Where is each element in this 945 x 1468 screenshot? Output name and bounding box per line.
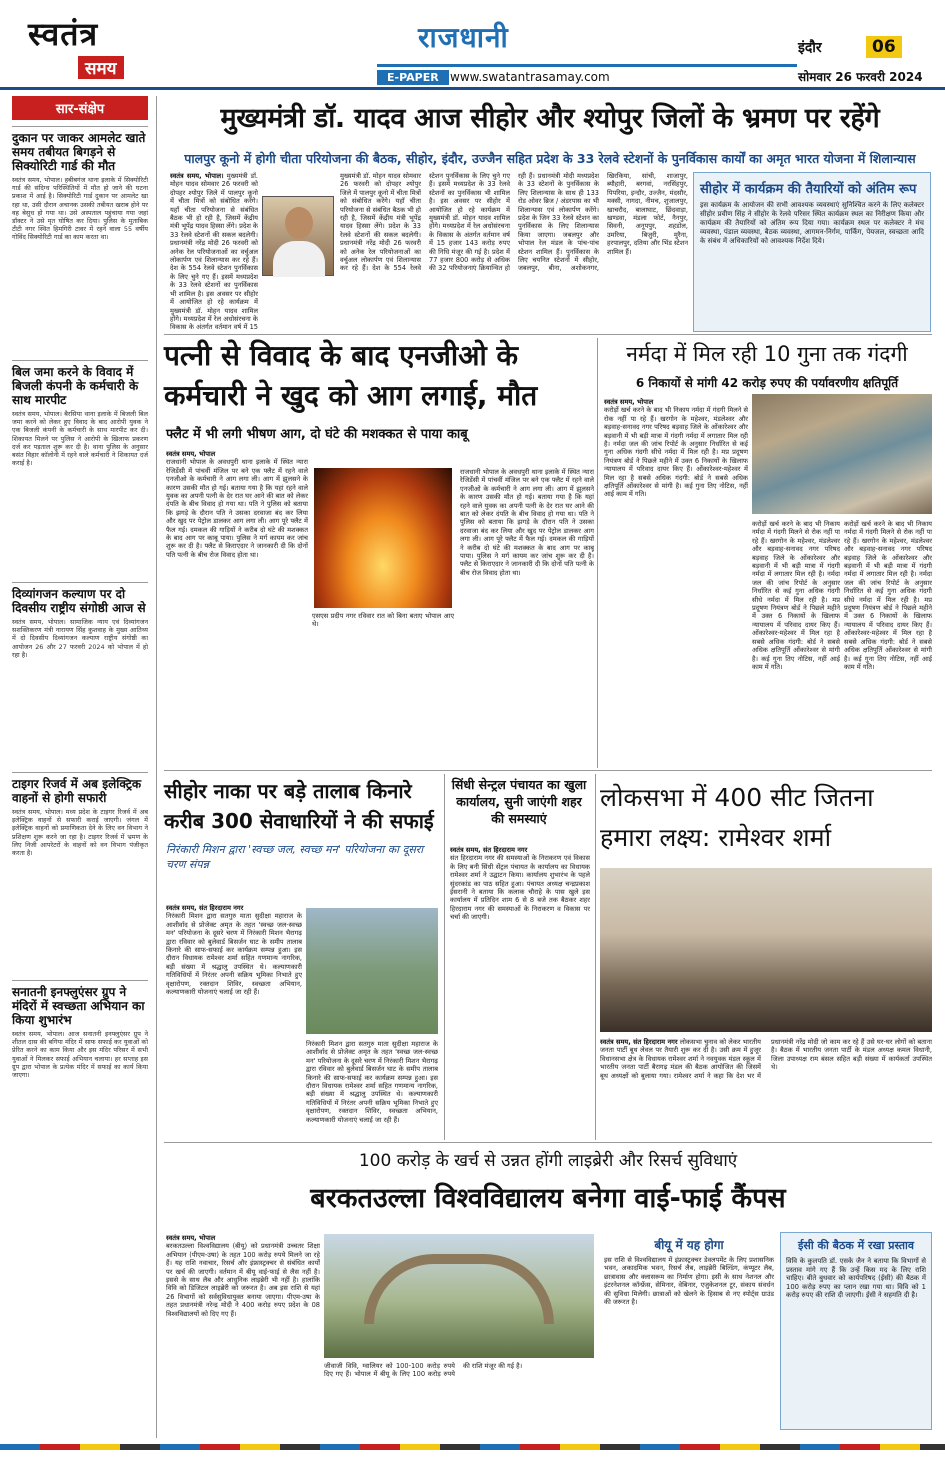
bu-body bbox=[166, 1234, 320, 1432]
brief-item bbox=[12, 126, 148, 354]
story2-body-col1 bbox=[166, 450, 308, 768]
brief-body: स्वतंत्र समय, भोपाल। आज सनातनी इनफ्लुएंसर ग्रुप ने शीतल दास की बगिया मंदिर में साफ सफाई कर युवाओं को प्रेरित करने का काम किया और इस मंदिर परिसर में सभी युवाओं ने मिलकर सफाई अभियान चलाया। हर सप्ताह इस ग्रुप द्वारा भोपाल के प्रत्येक मंदिर में सफाई का कार्य किया जाएगा। bbox=[12, 1030, 148, 1080]
column-rule bbox=[444, 774, 445, 1140]
portrait-body bbox=[273, 241, 325, 277]
fire-photo bbox=[314, 468, 452, 608]
edition-date: सोमवार 26 फरवरी 2024 bbox=[798, 70, 923, 84]
section-rule bbox=[164, 770, 932, 771]
brief-item bbox=[12, 360, 148, 576]
sehore-naka-body-col1 bbox=[166, 904, 302, 1140]
brief-item bbox=[12, 772, 148, 974]
gate-arch-shape bbox=[364, 1254, 554, 1324]
loksabha-body-text: लोकसभा चुनाव को लेकर भारतीय जनता पार्टी बूथ लेवल पर तैयारी शुरू कर दी है। उसी क्रम में हुजूर विधानसभा क्षेत्र के विधायक रामेश्वर शर्मा ने नवयुवक मंडल स्कूल में भारतीय जनता पार्टी बैरागढ़ मंडल की बैठक आयोजित की जिसमें बूथ अध्यक्षों को बुलाया गया। रामेश्वर शर्मा ने कहा कि देश भर में प्रधानमंत्री नरेंद्र मोदी जो काम कर रहे हैं उसे घर-घर लोगों को बताना है। बैठक में भारतीय जनता पार्टी के मंडल अध्यक्ष कमल विधानी, जिला उपाध्यक्ष राम बंसल सहित बड़ी संख्या में कार्यकर्ता उपस्थित थे। bbox=[600, 1038, 932, 1080]
sidebar-header: सार-संक्षेप bbox=[12, 96, 148, 120]
narmada-body-col3: करोड़ों खर्च करने के बाद भी निकाय नर्मदा में गंदगी मिलने से रोक नहीं पा रहे हैं। खरगोन के महेश्वर, मंडलेश्वर और बड़वाह-सनावद नगर परिषद बड़वाह जिले के ओंकारेश्वर और बड़वानी में भी बड़ी मात्रा में गंदगी नर्मदा में लगातार मिल रही है। नर्मदा जल की जांच रिपोर्ट के अनुसार निर्धारित से कई गुना अधिक गंदगी सीधे नर्मदा में मिल रही है। मप्र प्रदूषण नियंत्रण बोर्ड ने पिछले महीने में उक्त 6 निकायों के खिलाफ न्यायालय में परिवाद दायर किए हैं। ओंकारेश्वर-महेश्वर में मिल रहा है सबसे अधिक गंदगी: बोर्ड ने सबसे अधिक क्षतिपूर्ति ओंकारेश्वर से मांगी है। कई गुना तिए नोटिस, नहीं आई काम में गति। bbox=[844, 520, 932, 671]
sindhi-body-text: संत हिरदाराम नगर की समस्याओं के निराकरण एवं विकास के लिए बनी सिंधी सेंट्रल पंचायत के कार्यालय का विधायक रामेश्वर शर्मा ने उद्घाटन किया। कार्यालय शुभारंभ के पहले सुंदरकांड का पाठ सहित हुआ। पंचायत अध्यक्ष चन्द्रप्रकाश ईसरानी ने बताया कि कलाक चौराहे के पास खुले इस कार्यालय में प्रतिदिन शाम 6 से 8 बजे तक बैठकर शहर हिरदाराम नगर की समस्याओं के निराकरण व विकास पर चर्चा की जाएगी। bbox=[450, 854, 590, 922]
narmada-body-col2: करोड़ों खर्च करने के बाद भी निकाय नर्मदा में गंदगी मिलने से रोक नहीं पा रहे हैं। खरगोन के महेश्वर, मंडलेश्वर और बड़वाह-सनावद नगर परिषद बड़वाह जिले के ओंकारेश्वर और बड़वानी में भी बड़ी मात्रा में गंदगी नर्मदा में लगातार मिल रही है। नर्मदा जल की जांच रिपोर्ट के अनुसार निर्धारित से कई गुना अधिक गंदगी सीधे नर्मदा में मिल रही है। मप्र प्रदूषण नियंत्रण बोर्ड ने पिछले महीने में उक्त 6 निकायों के खिलाफ न्यायालय में परिवाद दायर किए हैं। ओंकारेश्वर-महेश्वर में मिल रहा है सबसे अधिक गंदगी: बोर्ड ने सबसे अधिक क्षतिपूर्ति ओंकारेश्वर से मांगी है। कई गुना तिए नोटिस, नहीं आई काम में गति। bbox=[752, 520, 840, 671]
university-gate-photo bbox=[324, 1234, 594, 1358]
loksabha-byline: स्वतंत्र समय, संत हिरदाराम नगर bbox=[600, 1038, 678, 1046]
brief-body: स्वतंत्र समय, भोपाल। हबीबगंज थाना इलाके में सिक्योरिटी गार्ड की संदिग्ध परिस्थितियों में मौत हो जाने की घटना प्रकाश में आई है। सिक्योरिटी गार्ड दुकान पर आमलेट खा रहा था, उसी दौरान अचानक उसकी तबीयत खराब होने पर वह बेसुध हो गया था। उसे अस्पताल पहुंचाया गया जहां डॉक्टर ने उसे मृत घोषित कर दिया। पुलिस के मुताबिक टीटी नगर स्थित हिमगिरी टावर में रहने वाला 55 वर्षीय गोविंद सिक्योरिटी गार्ड का काम करता था। bbox=[12, 176, 148, 242]
bu-byline: स्वतंत्र समय, भोपाल bbox=[166, 1234, 216, 1242]
section-rule bbox=[164, 1142, 932, 1143]
edition-city: इंदौर bbox=[798, 40, 822, 56]
sehore-prep-box bbox=[693, 172, 931, 332]
portrait-head bbox=[285, 207, 313, 239]
brief-title: दुकान पर जाकर आमलेट खाते समय तबीयत बिगड़ने से सिक्योरिटी गार्ड की मौत bbox=[12, 126, 148, 173]
column-rule bbox=[156, 96, 157, 1438]
story2-headline: पत्नी से विवाद के बाद एनजीओ के कर्मचारी ने खुद को आग लगाई, मौत bbox=[164, 339, 538, 412]
sehore-prep-body: इस कार्यक्रम के आयोजन की सभी आवश्यक व्यवस्थाएं सुनिश्चित करने के लिए कलेक्टर सीहोर प्रवीण सिंह ने सीहोर के रेलवे परिसर स्थित कार्यक्रम स्थल का निरीक्षण किया और कार्यक्रम की तैयारियों को अंतिम रूप दिया गया। कार्यक्रम स्थल पर कलेक्टर ने मंच व्यवस्था, पंडाल व्यवस्था, बैठक व्यवस्था, आगमन-निर्गम, पार्किंग, पेयजल, स्वच्छता आदि के संबंध में अधिकारियों को आवश्यक निर्देश दिये। bbox=[700, 201, 924, 245]
brief-title: सनातनी इनफ्लुएंसर ग्रुप ने मंदिरों में स्वच्छता अभियान का किया शुभारंभ bbox=[12, 980, 148, 1027]
brief-body: स्वतंत्र समय, भोपाल। सामाजिक न्याय एवं दिव्यांगजन सशक्तिकरण मंत्री नारायण सिंह कुशवाह के मुख्य आतिथ्य में दो दिवसीय दिव्यांगजन कल्याण राष्ट्रीय संगोष्ठी का आयोजन 26 और 27 फरवरी 2024 को भोपाल में हो रहा है। bbox=[12, 618, 148, 659]
bu-ec-title: ईसी की बैठक में रखा प्रस्ताव bbox=[798, 1239, 914, 1252]
narmada-body-col1 bbox=[604, 398, 748, 764]
bu-here-title: बीयू में यह होगा bbox=[654, 1238, 724, 1252]
epaper-label: E-PAPER bbox=[377, 70, 449, 85]
column-rule bbox=[595, 774, 596, 1140]
story2-subhead: फ्लैट में भी लगी भीषण आग, दो घंटे की मशक्कत से पाया काबू bbox=[166, 427, 468, 442]
bu-ec-box bbox=[780, 1232, 932, 1430]
brief-title: टाइगर रिजर्व में अब इलेक्ट्रिक वाहनों से होगी सफारी bbox=[12, 772, 148, 805]
story2-body: राजधानी भोपाल के अवधपुरी थाना इलाके में स्थित न्यारा रेजिडेंसी में पांचवीं मंजिल पर बने एक फ्लैट में रहने वाले एनजीओ के कर्मचारी ने आग लगा ली। आग में झुलसने के कारण उसकी मौत हो गई। बताया गया है कि यहां रहने वाले युवक का अपनी पत्नी के देर रात घर आने की बात को लेकर दंपति के बीच विवाद हो गया था। पति ने पुलिस को बताया कि झगड़े के दौरान पति ने उसका दरवाजा बंद कर लिया और खुद पर पेट्रोल डालकर आग लगा ली। आग पूरे फ्लैट में फैल गई। दमकल की गाड़ियों ने करीब दो घंटे की मशक्कत के बाद आग पर काबू पाया। पुलिस ने मर्ग कायम कर जांच शुरू कर दी है। फ्लैट से किराएदार ने जानकारी दी कि दोनों पति पत्नी के बीच रोज विवाद होता था। bbox=[166, 458, 308, 559]
brief-title: बिल जमा करने के विवाद में बिजली कंपनी के कर्मचारी के साथ मारपीट bbox=[12, 360, 148, 407]
brief-body: स्वतंत्र समय, भोपाल। बैरसिया थाना इलाके में बिजली बिल जमा करने को लेकर हुए विवाद के बाद आरोपी युवक ने एक बिजली कंपनी के कर्मचारी के साथ मारपीट कर दी। शिकायत मिलने पर पुलिस ने आरोपी के खिलाफ प्रकरण दर्ज कर पड़ताल शुरू कर दी है। थाना पुलिस के अनुसार बसंत विहार कॉलोनी में रहने वाले कर्मचारी ने शिकायत दर्ज कराई है। bbox=[12, 410, 148, 468]
section-rule bbox=[164, 334, 932, 335]
brief-body: स्वतंत्र समय, भोपाल। मध्य प्रदेश के टाइगर रिजर्व में अब इलेक्ट्रिक वाहनों से सफारी कराई जाएगी। जंगल में इलेक्ट्रिक वाहनों को प्रमाणिकता देने के लिए वन विभाग ने प्रशिक्षण शुरू करने जा रहा है। टाइगर रिजर्व में भ्रमण के लिए निजी आपरेटरों के वाहनों को वन विभाग पंजीकृत करता है। bbox=[12, 808, 148, 858]
bu-ec-body: विवि के कुलपति डॉ. एसके जैन ने बताया कि विभागों से प्रस्ताव मांगे गए हैं कि उन्हें किस मद के लिए राशि चाहिए। बीते बुधवार को कार्यपरिषद (ईसी) की बैठक में 100 करोड़ रुपए का प्लान रखा गया था। विवि को 1 करोड़ रुपए की राशि दी जाएगी। ईसी ने सहमति दी है। bbox=[786, 1257, 926, 1300]
sehore-naka-byline: स्वतंत्र समय, संत हिरदाराम नगर bbox=[166, 904, 244, 912]
lead-body: मुख्यमंत्री डॉ. मोहन यादव सोमवार 26 फरवरी को दोपहर श्योपुर जिले में पालपुर कूनो में चीता मित्रों को संबोधित करेंगे। यहाँ चीता परियोजना से संबंधित बैठक भी हो रही है, जिसमें केंद्रीय मंत्री भूपेंद्र यादव हिस्सा लेंगे। प्रदेश के 33 रेलवे स्टेशनों की सकल बदलेगी। प्रधानमंत्री नरेंद्र मोदी 26 फरवरी को अनेक रेल परियोजनाओं का वर्चुअल लोकार्पण एवं शिलान्यास कर रहे हैं। देश के 554 रेलवे स्टेशन पुनर्विकास के लिए चुने गए हैं। इसमें मध्यप्रदेश के 33 रेलवे स्टेशनों का पुनर्विकास भी शामिल है। इस अवसर पर सीहोर में आयोजित हो रहे कार्यक्रम में मुख्यमंत्री डॉ. मोहन यादव शामिल होंगे। मध्यप्रदेश में रेल अधोसंरचना के विकास के अंतर्गत वर्तमान वर्ष में 15 bbox=[170, 172, 258, 332]
sehore-naka-headline: सीहोर नाका पर बड़े तालाब किनारे करीब 300 सेवाधारियों ने की सफाई bbox=[164, 779, 434, 833]
narmada-river-photo bbox=[752, 394, 932, 514]
bu-photo-caption: जीवाजी विवि, ग्वालियर को 100-100 करोड़ रुपये दिए गए हैं। भोपाल में बीयू के लिए 100 करोड़ रुपये की राशि मंजूर की गई है। bbox=[324, 1362, 523, 1379]
footer-color-bar bbox=[0, 1444, 945, 1450]
bu-here-body: इस राशि से विश्वविद्यालय में इंफ्रास्ट्रक्चर डेवलपमेंट के लिए प्रशासनिक भवन, अकादमिक भवन, रिसर्च लैब, लाइब्रेरी बिल्डिंग, कंप्यूटर लैब, छात्रावास और क्लासरूम का निर्माण होगा। इसी के साथ नेशनल और इंटरनेशनल कॉन्फ्रेंस, सेमिनार, वेबिनार, एजुकेशनल टूर, संकाय संवर्धन की सुविधा मिलेगी। छात्राओं को खेलने के हिसाब से नए स्पोर्ट्स ग्राउंड की जरूरत है। bbox=[604, 1256, 774, 1307]
site-url[interactable]: www.swatantrasamay.com bbox=[450, 70, 610, 84]
narmada-headline: नर्मदा में मिल रही 10 गुना तक गंदगी bbox=[626, 342, 908, 366]
story2-byline: स्वतंत्र समय, भोपाल bbox=[166, 450, 216, 458]
story2-photo-caption: एसएस प्रदीप नगर रविवार रात को बिना बताए भोपाल आए थे। bbox=[312, 612, 454, 629]
party-meeting-photo bbox=[600, 868, 932, 1032]
bu-body-text: बरकतउल्ला विश्वविद्यालय (बीयू) को प्रधानमंत्री उच्चतर शिक्षा अभियान (पीएम-उषा) के तहत 100 करोड़ रुपये मिलने जा रहे हैं। यह राशि नवाचार, रिसर्च और इंफ्रास्ट्रक्चर से संबंधित कार्यों पर खर्च की जाएगी। वर्तमान में बीयू वाई-फाई से लैस नहीं है। इससे के साथ लैब और आधुनिक लाइब्रेरी भी नहीं है। हालांकि विवि को डिजिटल लाइब्रेरी को जरूरत है। अब इस राशि से यहां 26 विभागों को सर्वसुविधायुक्त बनाया जाएगा। पीएम-उषा के तहत प्रधानमंत्री नरेन्द्र मोदी ने 400 करोड़ रुपए प्रदेश के 08 विश्वविद्यालयों को दिए गए हैं। bbox=[166, 1242, 320, 1318]
sindhi-headline: सिंधी सेन्ट्रल पंचायत का खुला कार्यालय, सुनी जाएंगी शहर की समस्याएं bbox=[451, 777, 587, 826]
lead-byline: स्वतंत्र समय, भोपाल। bbox=[170, 172, 224, 180]
loksabha-body bbox=[600, 1038, 932, 1138]
sindhi-byline: स्वतंत्र समय, संत हिरदाराम नगर bbox=[450, 846, 528, 854]
sehore-naka-body: निरंकारी मिशन द्वारा सतगुरु माता सुदीक्षा महाराज के आशीर्वाद से प्रोजेक्ट अमृत के तहत 'स्वच्छ जल-स्वच्छ मन' परियोजना के दूसरे चरण में निरंकारी मिशन भैरागढ़ द्वारा रविवार को बुलेवार्ड बिसर्जन घाट के समीप तालाब किनारे की साफ-सफाई कर कार्यक्रम सम्पन्न हुआ। इस दौरान विधायक रामेश्वर शर्मा सहित गणमान्य नागरिक, बड़ी संख्या में श्रद्धालु उपस्थित थे। कल्याणकारी गतिविधियों में निरंतर अपनी सक्रिय भूमिका निभाते हुए वृक्षारोपण, रक्तदान शिविर, स्वच्छता अभियान, कल्याणकारी योजनाएं चलाई जा रही हैं। bbox=[166, 912, 302, 997]
sindhi-body bbox=[450, 846, 590, 1140]
brief-item bbox=[12, 582, 148, 766]
sehore-naka-body-col2: निरंकारी मिशन द्वारा सतगुरु माता सुदीक्षा महाराज के आशीर्वाद से प्रोजेक्ट अमृत के तहत 'स्वच्छ जल-स्वच्छ मन' परियोजना के दूसरे चरण में निरंकारी मिशन भैरागढ़ द्वारा रविवार को बुलेवार्ड बिसर्जन घाट के समीप तालाब किनारे की साफ-सफाई कर कार्यक्रम सम्पन्न हुआ। इस दौरान विधायक रामेश्वर शर्मा सहित गणमान्य नागरिक, बड़ी संख्या में श्रद्धालु उपस्थित थे। कल्याणकारी गतिविधियों में निरंतर अपनी सक्रिय भूमिका निभाते हुए वृक्षारोपण, रक्तदान शिविर, स्वच्छता अभियान, कल्याणकारी योजनाएं चलाई जा रही हैं। bbox=[306, 1040, 438, 1124]
page-number: 06 bbox=[866, 36, 902, 58]
logo-bottom: समय bbox=[78, 56, 124, 79]
lead-subhead: पालपुर कूनो में होगी चीता परियोजना की बैठक, सीहोर, इंदौर, उज्जैन सहित प्रदेश के 33 रेलवे स्टेशनों के पुनर्विकास कार्यों का अमृत भारत योजना में शिलान्यास bbox=[184, 151, 916, 166]
story2-body-col3: राजधानी भोपाल के अवधपुरी थाना इलाके में स्थित न्यारा रेजिडेंसी में पांचवीं मंजिल पर बने एक फ्लैट में रहने वाले एनजीओ के कर्मचारी ने आग लगा ली। आग में झुलसने के कारण उसकी मौत हो गई। बताया गया है कि यहां रहने वाले युवक का अपनी पत्नी के देर रात घर आने की बात को लेकर दंपति के बीच विवाद हो गया था। पति ने पुलिस को बताया कि झगड़े के दौरान पति ने उसका दरवाजा बंद कर लिया और खुद पर पेट्रोल डालकर आग लगा ली। आग पूरे फ्लैट में फैल गई। दमकल की गाड़ियों ने करीब दो घंटे की मशक्कत के बाद आग पर काबू पाया। पुलिस ने मर्ग कायम कर जांच शुरू कर दी है। फ्लैट से किराएदार ने जानकारी दी कि दोनों पति पत्नी के बीच रोज विवाद होता था। bbox=[460, 468, 594, 577]
masthead bbox=[0, 0, 945, 90]
sidebar-briefs bbox=[12, 96, 148, 1436]
masthead-rule bbox=[377, 64, 797, 67]
narmada-body: करोड़ों खर्च करने के बाद भी निकाय नर्मदा में गंदगी मिलने से रोक नहीं पा रहे हैं। खरगोन के महेश्वर, मंडलेश्वर और बड़वाह-सनावद नगर परिषद बड़वाह जिले के ओंकारेश्वर और बड़वानी में भी बड़ी मात्रा में गंदगी नर्मदा में लगातार मिल रही है। नर्मदा जल की जांच रिपोर्ट के अनुसार निर्धारित से कई गुना अधिक गंदगी सीधे नर्मदा में मिल रही है। मप्र प्रदूषण नियंत्रण बोर्ड ने पिछले महीने में उक्त 6 निकायों के खिलाफ न्यायालय में परिवाद दायर किए हैं। ओंकारेश्वर-महेश्वर में मिल रहा है सबसे अधिक गंदगी: बोर्ड ने सबसे अधिक क्षतिपूर्ति ओंकारेश्वर से मांगी है। कई गुना तिए नोटिस, नहीं आई काम में गति। bbox=[604, 406, 748, 499]
brief-item bbox=[12, 980, 148, 1214]
section-name: राजधानी bbox=[418, 21, 509, 54]
narmada-subhead: 6 निकायों से मांगी 42 करोड़ रुपए की पर्यावरणीय क्षतिपूर्ति bbox=[635, 376, 899, 390]
lead-body-cols: मुख्यमंत्री डॉ. मोहन यादव सोमवार 26 फरवरी को दोपहर श्योपुर जिले में पालपुर कूनो में चीता मित्रों को संबोधित करेंगे। यहाँ चीता परियोजना से संबंधित बैठक भी हो रही है, जिसमें केंद्रीय मंत्री भूपेंद्र यादव हिस्सा लेंगे। प्रदेश के 33 रेलवे स्टेशनों की सकल बदलेगी। प्रधानमंत्री नरेंद्र मोदी 26 फरवरी को अनेक रेल परियोजनाओं का वर्चुअल लोकार्पण एवं शिलान्यास कर रहे हैं। देश के 554 रेलवे स्टेशन पुनर्विकास के लिए चुने गए हैं। इसमें मध्यप्रदेश के 33 रेलवे स्टेशनों का पुनर्विकास भी शामिल है। इस अवसर पर सीहोर में आयोजित हो रहे कार्यक्रम में मुख्यमंत्री डॉ. मोहन यादव शामिल होंगे। मध्यप्रदेश में रेल अधोसंरचना के विकास के अंतर्गत वर्तमान वर्ष में 15 हजार 143 करोड़ रुपए की निधि मंजूर की गई है। प्रदेश में 77 हजार 800 करोड़ से अधिक की 32 परियोजनाएं क्रियान्वित हो रही हैं। प्रधानमंत्री मोदी मध्यप्रदेश के 33 स्टेशनों के पुनर्विकास के लिए शिलान्यास के साथ ही 133 रोड ओवर ब्रिज / अंडरपास का भी शिलान्यास एवं लोकार्पण करेंगे। प्रदेश के जिन 33 रेलवे स्टेशन का पुनर्विकास के लिए शिलान्यास किया जाएगा। जबलपुर और भोपाल रेल मंडल के पांच-पांच स्टेशन शामिल हैं। पुनर्विकास के लिए चयनित स्टेशनों में सीहोर, जबलपुर, बीना, अशोकनगर, खिरकिया, सांची, शाजापुर, ब्यौहारी, बरगवां, नरसिंहपुर, पिपरिया, इन्दौर, उज्जैन, मंदसौर, मक्सी, नागदा, नीमच, शुजालपुर, खाचरौद, बालाघाट, छिंदवाड़ा, खण्डवा, मंडला फोर्ट, नैनपुर, सिवनी, अनूपपुर, शहडोल, उमरिया, बिजुरी, मुरैना, हरपालपुर, दतिया और भिंड स्टेशन शामिल हैं। bbox=[340, 172, 688, 273]
cleanup-drive-photo bbox=[306, 908, 438, 1034]
sehore-naka-subhead: निरंकारी मिशन द्वारा 'स्वच्छ जल, स्वच्छ मन' परियोजना का दूसरा चरण संपन्न bbox=[166, 843, 424, 871]
brief-title: दिव्यांगजन कल्याण पर दो दिवसीय राष्ट्रीय संगोष्ठी आज से bbox=[12, 582, 148, 615]
lead-body-col1 bbox=[170, 172, 258, 332]
narmada-byline: स्वतंत्र समय, भोपाल bbox=[604, 398, 654, 406]
loksabha-headline: लोकसभा में 400 सीट जितना हमारा लक्ष्य: रामेश्वर शर्मा bbox=[600, 783, 874, 852]
sehore-prep-title: सीहोर में कार्यक्रम की तैयारियों को अंतिम रूप bbox=[700, 182, 917, 197]
bu-headline: बरकतउल्ला विश्वविद्यालय बनेगा वाई-फाई कैंपस bbox=[310, 1183, 786, 1214]
logo-top: स्वतंत्र bbox=[28, 15, 99, 53]
column-rule bbox=[597, 338, 598, 768]
cm-portrait-photo bbox=[262, 196, 334, 276]
bu-top-line: 100 करोड़ के खर्च से उन्नत होंगी लाइब्रेरी और रिसर्च सुविधाएं bbox=[358, 1151, 738, 1171]
lead-headline: मुख्यमंत्री डॉ. यादव आज सीहोर और श्योपुर जिलों के भ्रमण पर रहेंगे bbox=[220, 103, 880, 134]
